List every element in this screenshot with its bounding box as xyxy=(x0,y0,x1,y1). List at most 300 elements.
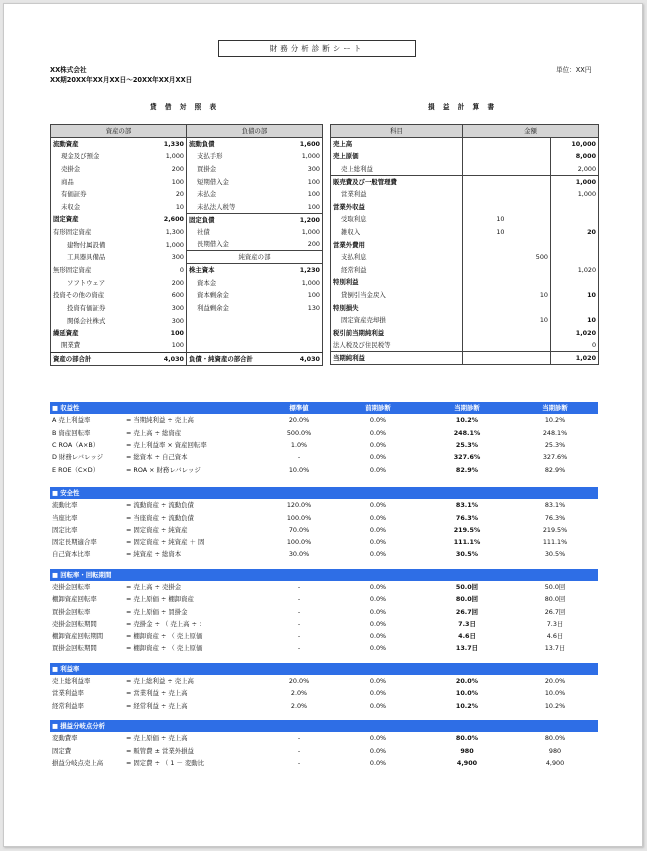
section-header-fill xyxy=(334,720,422,732)
ratio-name: 固定費 xyxy=(52,746,72,755)
pl-col1 xyxy=(463,175,507,188)
current-value: 7.3日 xyxy=(458,619,476,628)
pl-label: 雑収入 xyxy=(331,226,463,239)
liability-label: 利益剰余金 xyxy=(197,303,229,312)
spacer-cell xyxy=(50,655,598,663)
liability-label: 長期借入金 xyxy=(197,240,229,249)
pl-col3: 1,000 xyxy=(577,190,597,199)
ratio-table xyxy=(50,402,598,769)
prev-value: 0.0% xyxy=(369,453,387,462)
asset-label: 投資その他の資産 xyxy=(53,291,105,300)
prev-value: 0.0% xyxy=(369,632,387,641)
asset-label: 関係会社株式 xyxy=(67,316,106,325)
liability-value: 1,000 xyxy=(301,227,320,236)
pl-col1 xyxy=(463,163,507,176)
standard-value: - xyxy=(297,583,301,591)
standard-value: - xyxy=(297,619,301,628)
section-header-fill xyxy=(264,569,334,581)
pl-row xyxy=(331,314,599,327)
ratio-formula: = 売上利益率 × 資産回転率 xyxy=(126,441,207,450)
pl-label: 営業利益 xyxy=(331,188,463,201)
current2-value: 13.7日 xyxy=(544,644,566,653)
asset-value: 1,000 xyxy=(141,238,187,251)
sheet-page xyxy=(3,3,643,847)
ratio-formula: = 固定資産 ÷ 純資産 xyxy=(126,525,188,534)
asset-label: 売掛金 xyxy=(61,164,81,173)
section-header-fill xyxy=(512,663,598,675)
section-header xyxy=(50,720,598,732)
pl-col2 xyxy=(507,352,551,365)
ratio-formula: = 売上原価 ÷ 棚卸資産 xyxy=(126,595,194,604)
ratio-row xyxy=(50,744,598,756)
pl-col3 xyxy=(551,200,599,213)
current2-value: 80.0回 xyxy=(544,595,566,604)
liability-total-value: 4,030 xyxy=(277,352,323,365)
liability-value: 1,000 xyxy=(301,278,320,287)
asset-total-label: 資産の部合計 xyxy=(51,352,141,365)
asset-value: 300 xyxy=(141,314,187,327)
asset-label: 商品 xyxy=(61,177,74,186)
current-value: 76.3% xyxy=(455,513,479,522)
standard-value: 100.0% xyxy=(286,513,312,522)
section-header-fill xyxy=(334,487,422,499)
pl-col3: 10 xyxy=(587,316,597,325)
section-header-fill xyxy=(334,569,422,581)
pl-row xyxy=(331,263,599,276)
pl-col2 xyxy=(507,150,551,163)
pl-col2 xyxy=(507,276,551,289)
section-header xyxy=(50,402,598,414)
ratio-formula: = 経常利益 ÷ 売上高 xyxy=(126,701,188,710)
liability-label: 固定負債 xyxy=(187,213,277,226)
ratio-formula: = 販管費 ± 営業外損益 xyxy=(126,746,194,755)
pl-col2 xyxy=(507,175,551,188)
bs-header-row xyxy=(51,125,323,138)
pl-row xyxy=(331,150,599,163)
ratio-name: 経常利益率 xyxy=(52,701,84,710)
pl-row xyxy=(331,226,599,239)
liability-label: 短期借入金 xyxy=(197,177,229,186)
ratio-formula: = 流動資産 ÷ 流動負債 xyxy=(126,501,194,510)
current-value: 20.0% xyxy=(455,677,479,686)
liability-label: 未払法人税等 xyxy=(197,202,236,211)
pl-col1 xyxy=(463,150,507,163)
pl-row xyxy=(331,326,599,339)
current-value: 219.5% xyxy=(453,525,481,534)
income-statement-table xyxy=(330,124,599,365)
prev-value: 0.0% xyxy=(369,689,387,698)
liability-value: 1,600 xyxy=(299,140,320,149)
pl-label: 営業外費用 xyxy=(331,238,463,251)
section-title: ■ 回転率・回転期間 xyxy=(50,569,264,581)
pl-col3: 20 xyxy=(587,227,597,236)
current-value: 4,900 xyxy=(456,758,478,767)
pl-col3 xyxy=(551,251,599,264)
ratio-row xyxy=(50,700,598,712)
pl-col2 xyxy=(507,213,551,226)
pl-col3: 1,020 xyxy=(575,328,597,337)
ratio-row xyxy=(50,630,598,642)
pl-col2 xyxy=(507,188,551,201)
pl-col2 xyxy=(507,301,551,314)
pl-label: 営業外収益 xyxy=(331,200,463,213)
empty-cell xyxy=(277,327,323,340)
ratio-formula: = 当期純利益 ÷ 売上高 xyxy=(126,416,194,425)
pl-label: 税引前当期純利益 xyxy=(331,326,463,339)
pl-col3: 10,000 xyxy=(571,140,597,149)
standard-value: 30.0% xyxy=(288,550,310,559)
pl-col2 xyxy=(507,339,551,352)
ratio-name: 営業利益率 xyxy=(52,689,84,698)
current-value: 980 xyxy=(460,746,474,755)
ratio-row xyxy=(50,536,598,548)
bs-row xyxy=(51,188,323,201)
asset-label: ソフトウェア xyxy=(67,278,106,287)
pl-col3 xyxy=(551,238,599,251)
standard-value: 120.0% xyxy=(286,501,312,510)
ratio-row xyxy=(50,548,598,560)
ratio-formula: = 棚卸資産 ÷ （ 売上原価 xyxy=(126,644,203,653)
current2-value: 80.0% xyxy=(544,734,566,743)
spacer-cell xyxy=(50,712,598,720)
ratio-row xyxy=(50,687,598,699)
empty-cell xyxy=(187,339,277,352)
asset-value: 1,000 xyxy=(141,150,187,163)
bs-row xyxy=(51,289,323,302)
liability-header: 負債の部 xyxy=(187,125,323,138)
prev-value: 0.0% xyxy=(369,734,387,743)
prev-value: 0.0% xyxy=(369,595,387,604)
ratio-row xyxy=(50,642,598,654)
ratio-name: 買掛金回転期間 xyxy=(52,644,97,653)
pl-row xyxy=(331,163,599,176)
balance-sheet-table xyxy=(50,124,323,366)
section-title: ■ 損益分岐点分析 xyxy=(50,720,264,732)
ratio-row xyxy=(50,593,598,605)
asset-label: 流動資産 xyxy=(53,140,79,149)
section-header-fill xyxy=(264,720,334,732)
asset-value: 300 xyxy=(141,251,187,264)
asset-value: 100 xyxy=(141,327,187,340)
liability-value: 300 xyxy=(307,164,320,173)
prev-header: 前期診断 xyxy=(334,402,422,414)
pl-col2: 10 xyxy=(507,314,551,327)
section-title: ■ 収益性 xyxy=(50,402,264,414)
prev-value: 0.0% xyxy=(369,416,387,425)
section-title: ■ 安全性 xyxy=(50,487,264,499)
pl-col2 xyxy=(507,263,551,276)
ratio-row xyxy=(50,524,598,536)
current2-value: 10.2% xyxy=(544,416,566,425)
prev-value: 0.0% xyxy=(369,758,387,767)
ratio-name: B 資産回転率 xyxy=(52,428,91,437)
prev-value: 0.0% xyxy=(369,583,387,591)
pl-col1 xyxy=(463,263,507,276)
ratio-name: 売掛金回転期間 xyxy=(52,619,97,628)
pl-header-row xyxy=(331,125,599,138)
pl-col1 xyxy=(463,352,507,365)
pl-col3: 8,000 xyxy=(575,152,597,161)
current-value: 10.0% xyxy=(455,689,479,698)
section-header-fill xyxy=(512,487,598,499)
standard-value: - xyxy=(297,644,301,653)
pl-col1 xyxy=(463,314,507,327)
current2-value: 7.3日 xyxy=(546,619,564,628)
ratio-name: A 売上利益率 xyxy=(52,416,91,425)
section-header-fill xyxy=(264,663,334,675)
pl-col2 xyxy=(507,238,551,251)
bs-row xyxy=(51,138,323,151)
bs-total-row xyxy=(51,352,323,365)
asset-total-value: 4,030 xyxy=(141,352,187,365)
sheet-title: 財務分析診断シート xyxy=(218,40,416,57)
current-value: 10.2% xyxy=(455,701,479,710)
asset-label: 現金及び預金 xyxy=(61,152,100,161)
section-header-fill xyxy=(422,487,512,499)
asset-label: 工具器具備品 xyxy=(67,253,106,262)
liability-label: 社債 xyxy=(197,227,210,236)
standard-value: 20.0% xyxy=(288,416,310,425)
current2-value: 327.6% xyxy=(542,453,568,462)
current-value: 30.5% xyxy=(455,550,479,559)
asset-label: 無形固定資産 xyxy=(53,266,92,275)
current-value: 82.9% xyxy=(455,465,479,474)
pl-row xyxy=(331,339,599,352)
bs-row xyxy=(51,314,323,327)
current-value: 80.0回 xyxy=(455,595,479,604)
bs-row xyxy=(51,200,323,213)
current2-header: 当期診断 xyxy=(512,402,598,414)
asset-value: 1,330 xyxy=(141,138,187,151)
standard-value: - xyxy=(297,595,301,604)
bs-row xyxy=(51,276,323,289)
section-header-fill xyxy=(334,663,422,675)
ratio-formula: = 売上高 ÷ 売掛金 xyxy=(126,583,182,591)
ratio-row xyxy=(50,463,598,475)
pl-col3 xyxy=(551,276,599,289)
amount-header: 金額 xyxy=(463,125,599,138)
pl-col2 xyxy=(507,326,551,339)
section-header-fill xyxy=(512,569,598,581)
liability-label: 支払手形 xyxy=(197,152,223,161)
ratio-row xyxy=(50,427,598,439)
asset-label: 未収金 xyxy=(61,202,81,211)
ratio-name: 固定比率 xyxy=(52,525,78,534)
current-header: 当期診断 xyxy=(422,402,512,414)
current-value: 25.3% xyxy=(455,441,479,450)
current-value: 83.1% xyxy=(455,501,479,510)
pl-row xyxy=(331,276,599,289)
ratio-formula: = 売上原価 ÷ 買掛金 xyxy=(126,607,188,616)
liability-label: 資本剰余金 xyxy=(197,291,229,300)
bs-row xyxy=(51,150,323,163)
item-header: 科目 xyxy=(331,125,463,138)
asset-value: 200 xyxy=(141,163,187,176)
pl-col2 xyxy=(507,200,551,213)
section-header xyxy=(50,487,598,499)
prev-value: 0.0% xyxy=(369,428,387,437)
standard-value: 1.0% xyxy=(290,441,308,450)
asset-label: 有価証券 xyxy=(61,190,87,199)
pl-row xyxy=(331,188,599,201)
pl-label: 当期純利益 xyxy=(331,352,463,365)
empty-cell xyxy=(277,339,323,352)
pl-col1 xyxy=(463,251,507,264)
pl-col1 xyxy=(463,138,507,151)
liability-value: 100 xyxy=(307,190,320,199)
liability-label: 流動負債 xyxy=(189,140,215,149)
net-assets-header: 純資産の部 xyxy=(187,251,323,264)
ratio-name: 流動比率 xyxy=(52,501,78,510)
asset-value: 10 xyxy=(141,200,187,213)
prev-value: 0.0% xyxy=(369,550,387,559)
current-value: 111.1% xyxy=(453,538,481,547)
liability-value: 1,000 xyxy=(301,152,320,161)
pl-row xyxy=(331,200,599,213)
ratio-formula: = 固定費 ÷ （ 1 － 変動比 xyxy=(126,758,205,767)
ratio-formula: = 純資産 ÷ 総資本 xyxy=(126,550,182,559)
pl-row xyxy=(331,301,599,314)
asset-label: 開業費 xyxy=(61,341,81,350)
standard-value: 2.0% xyxy=(290,701,308,710)
liability-label: 資本金 xyxy=(197,278,217,287)
ratio-row xyxy=(50,618,598,630)
liability-value: 1,230 xyxy=(277,264,323,277)
asset-label: 繰延資産 xyxy=(53,329,79,338)
pl-title: 損 益 計 算 書 xyxy=(428,103,498,111)
ratio-row xyxy=(50,511,598,523)
pl-row xyxy=(331,138,599,151)
ratio-formula: = 営業利益 ÷ 売上高 xyxy=(126,689,188,698)
asset-value: 1,300 xyxy=(141,226,187,239)
current2-value: 50.0回 xyxy=(544,583,566,591)
pl-col1 xyxy=(463,188,507,201)
ratio-row xyxy=(50,499,598,511)
current-value: 50.0回 xyxy=(455,583,479,591)
current2-value: 30.5% xyxy=(544,550,566,559)
ratio-formula: = 棚卸資産 ÷ （ 売上原価 xyxy=(126,632,203,641)
liability-label: 株主資本 xyxy=(187,264,277,277)
bs-row xyxy=(51,339,323,352)
pl-row xyxy=(331,213,599,226)
pl-row xyxy=(331,175,599,188)
ratio-name: 自己資本比率 xyxy=(52,550,91,559)
current-value: 248.1% xyxy=(453,428,481,437)
current2-value: 980 xyxy=(548,746,562,755)
standard-value: - xyxy=(297,453,301,462)
current2-value: 83.1% xyxy=(544,501,566,510)
prev-value: 0.0% xyxy=(369,465,387,474)
pl-col1 xyxy=(463,200,507,213)
liability-value: 100 xyxy=(307,202,320,211)
pl-col3 xyxy=(551,213,599,226)
ratio-row xyxy=(50,451,598,463)
current2-value: 26.7回 xyxy=(544,607,566,616)
pl-col1: 10 xyxy=(496,215,505,224)
standard-value: - xyxy=(297,734,301,743)
ratio-name: 損益分岐点売上高 xyxy=(52,758,104,767)
section-header xyxy=(50,569,598,581)
pl-label: 支払利息 xyxy=(331,251,463,264)
asset-value: 20 xyxy=(141,188,187,201)
pl-row xyxy=(331,238,599,251)
pl-label: 特別損失 xyxy=(331,301,463,314)
current-value: 327.6% xyxy=(453,453,481,462)
standard-value: - xyxy=(297,632,301,641)
asset-label: 固定資産 xyxy=(53,215,79,224)
spacer-cell xyxy=(50,561,598,569)
bs-row xyxy=(51,264,323,277)
bs-row xyxy=(51,175,323,188)
section-spacer xyxy=(50,712,598,720)
pl-label: 法人税及び住民税等 xyxy=(331,339,463,352)
ratio-formula: = ROA × 財務レバレッジ xyxy=(126,465,201,474)
prev-value: 0.0% xyxy=(369,619,387,628)
current2-value: 82.9% xyxy=(544,465,566,474)
pl-col1 xyxy=(463,339,507,352)
pl-label: 経常利益 xyxy=(331,263,463,276)
standard-value: - xyxy=(297,758,301,767)
ratio-row xyxy=(50,732,598,744)
standard-value: - xyxy=(297,746,301,755)
asset-value: 2,600 xyxy=(141,213,187,226)
pl-col2: 500 xyxy=(507,251,551,264)
asset-value: 100 xyxy=(141,175,187,188)
pl-row xyxy=(331,251,599,264)
bs-row xyxy=(51,238,323,251)
pl-col2 xyxy=(507,138,551,151)
pl-col2 xyxy=(507,163,551,176)
unit-label: 単位：XX円 xyxy=(556,66,592,74)
ratio-name: D 財務レバレッジ xyxy=(52,453,104,462)
prev-value: 0.0% xyxy=(369,644,387,653)
empty-cell xyxy=(187,314,277,327)
ratio-formula: = 固定資産 ÷ 純資産 ＋ 固 xyxy=(126,538,205,547)
ratio-name: 変動費率 xyxy=(52,734,78,743)
prev-value: 0.0% xyxy=(369,513,387,522)
pl-label: 特別利益 xyxy=(331,276,463,289)
pl-col2 xyxy=(507,226,551,239)
pl-col1 xyxy=(463,301,507,314)
current2-value: 111.1% xyxy=(542,538,568,547)
pl-col2: 10 xyxy=(507,289,551,302)
ratio-formula: = 売上高 ÷ 総資産 xyxy=(126,428,182,437)
ratio-name: 固定長期適合率 xyxy=(52,538,97,547)
prev-value: 0.0% xyxy=(369,677,387,686)
empty-cell xyxy=(277,314,323,327)
section-header-fill xyxy=(512,720,598,732)
section-spacer xyxy=(50,655,598,663)
liability-total-label: 負債・純資産の部合計 xyxy=(187,352,277,365)
asset-value: 300 xyxy=(141,302,187,315)
fiscal-period: XX期20XX年XX月XX日～20XX年XX月XX日 xyxy=(50,76,193,84)
pl-col3: 1,000 xyxy=(551,175,599,188)
asset-value: 600 xyxy=(141,289,187,302)
pl-col3: 0 xyxy=(591,341,597,350)
ratio-row xyxy=(50,581,598,593)
current-value: 26.7回 xyxy=(455,607,479,616)
pl-col3: 1,020 xyxy=(551,352,599,365)
current-value: 4.6日 xyxy=(458,632,476,641)
ratio-row xyxy=(50,605,598,617)
liability-value: 200 xyxy=(307,240,320,249)
asset-label: 有形固定資産 xyxy=(53,227,92,236)
pl-col1: 10 xyxy=(496,227,505,236)
pl-label: 貸倒引当金戻入 xyxy=(331,289,463,302)
prev-value: 0.0% xyxy=(369,746,387,755)
current2-value: 76.3% xyxy=(544,513,566,522)
section-spacer xyxy=(50,476,598,487)
